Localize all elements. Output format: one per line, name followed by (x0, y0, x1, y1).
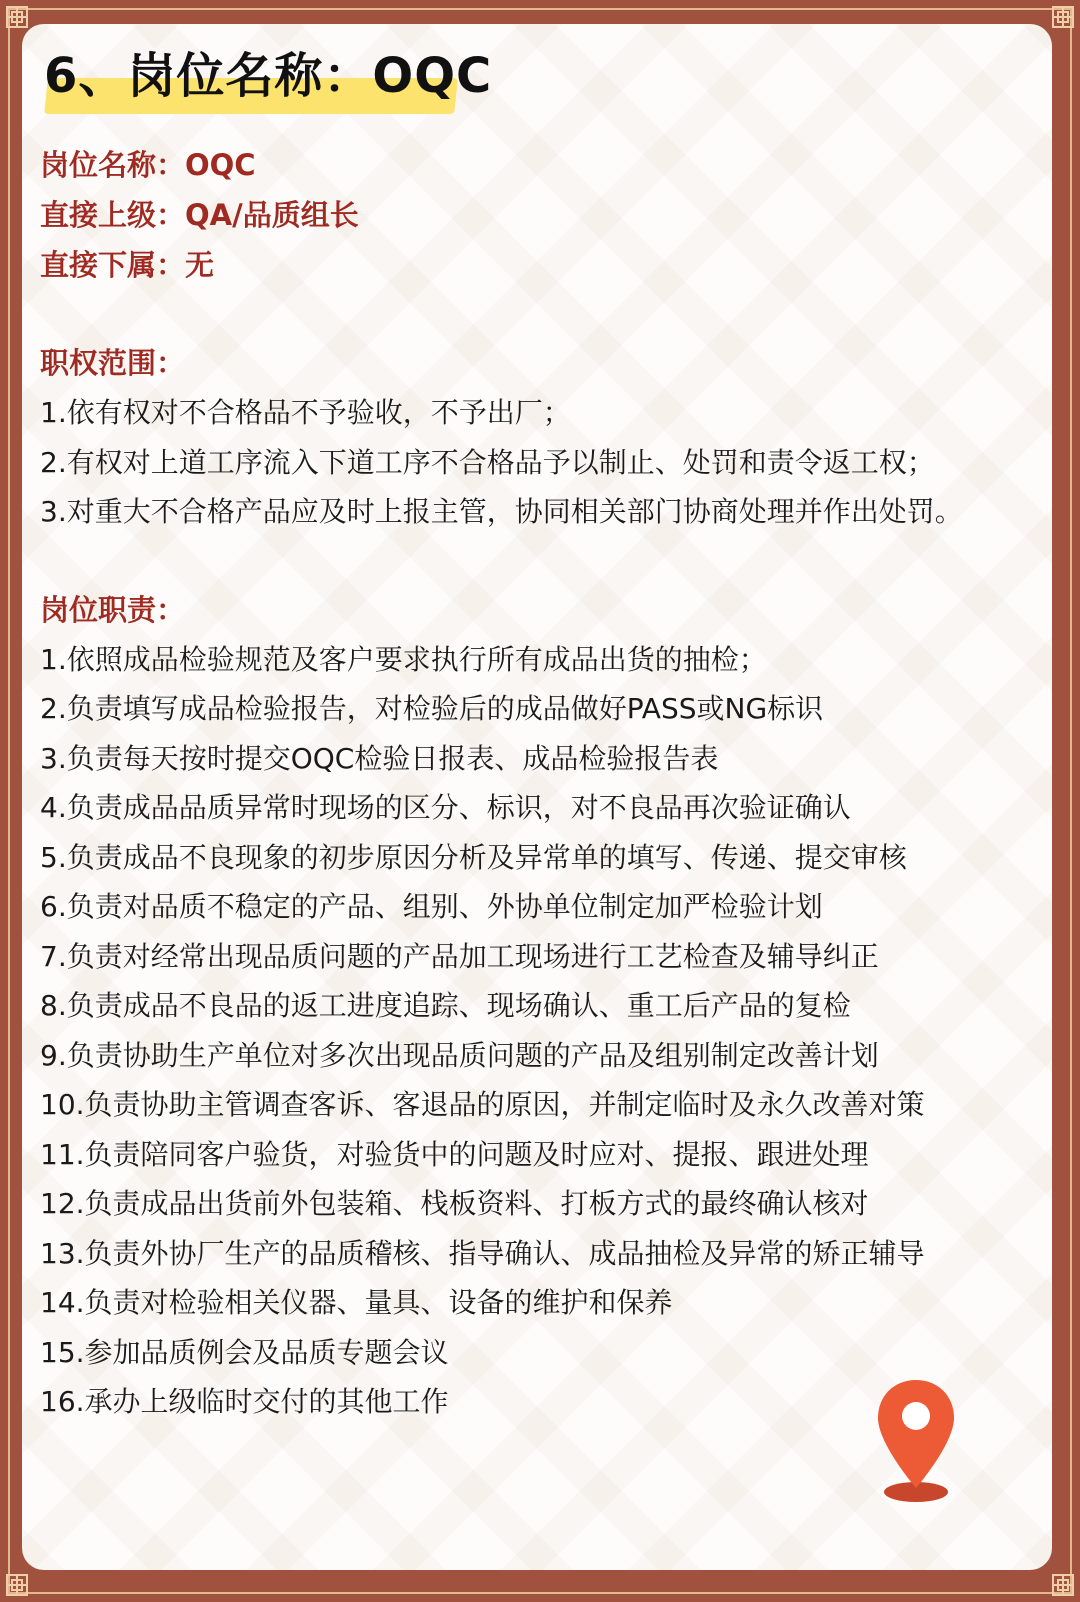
authority-item: 2.有权对上道工序流入下道工序不合格品予以制止、处罚和责令返工权； (40, 445, 935, 479)
duty-item: 11.负责陪同客户验货，对验货中的问题及时应对、提报、跟进处理 (40, 1137, 869, 1171)
duty-item: 4.负责成品品质异常时现场的区分、标识，对不良品再次验证确认 (40, 791, 851, 824)
duty-item: 8.负责成品不良品的返工进度追踪、现场确认、重工后产品的复检 (40, 989, 851, 1022)
duty-item: 6.负责对品质不稳定的产品、组别、外协单位制定加严检验计划 (40, 890, 823, 923)
duty-item: 2.负责填写成品检验报告，对检验后的成品做好PASS或NG标识 (40, 692, 824, 725)
corner-ornament-icon (1050, 1572, 1076, 1598)
job-description (40, 140, 1030, 1427)
corner-ornament-icon (4, 1572, 30, 1598)
duty-item: 16.承办上级临时交付的其他工作 (40, 1385, 449, 1418)
direct-superior: 直接上级：QA/品质组长 (40, 198, 359, 232)
duty-item: 3.负责每天按时提交OQC检验日报表、成品检验报告表 (40, 741, 719, 775)
duty-item: 10.负责协助主管调查客诉、客退品的原因，并制定临时及永久改善对策 (40, 1088, 925, 1121)
duty-item: 12.负责成品出货前外包装箱、栈板资料、打板方式的最终确认核对 (40, 1187, 869, 1220)
duty-item: 5.负责成品不良现象的初步原因分析及异常单的填写、传递、提交审核 (40, 840, 907, 874)
duty-item: 14.负责对检验相关仪器、量具、设备的维护和保养 (40, 1286, 673, 1319)
duty-item: 13.负责外协厂生产的品质稽核、指导确认、成品抽检及异常的矫正辅导 (40, 1236, 925, 1270)
title-block (44, 44, 492, 108)
duty-item: 15.参加品质例会及品质专题会议 (40, 1335, 449, 1369)
corner-ornament-icon (4, 4, 30, 30)
position-name: 岗位名称：OQC (40, 148, 256, 182)
corner-ornament-icon (1050, 4, 1076, 30)
location-pin-icon (876, 1376, 956, 1506)
authority-item: 1.依有权对不合格品不予验收，不予出厂； (40, 396, 571, 429)
authority-item: 3.对重大不合格产品应及时上报主管，协同相关部门协商处理并作出处罚。 (40, 495, 963, 528)
section-spacer (40, 537, 1030, 585)
content-card (22, 24, 1052, 1570)
section-spacer (40, 290, 1030, 338)
authority-heading: 职权范围： (40, 346, 186, 380)
page-title: 6、岗位名称：OQC (44, 48, 493, 104)
duties-heading: 岗位职责： (40, 592, 186, 627)
direct-subordinate: 直接下属：无 (40, 248, 215, 282)
duty-item: 7.负责对经常出现品质问题的产品加工现场进行工艺检查及辅导纠正 (40, 939, 879, 973)
duty-item: 9.负责协助生产单位对多次出现品质问题的产品及组别制定改善计划 (40, 1038, 879, 1072)
duty-item: 1.依照成品检验规范及客户要求执行所有成品出货的抽检； (40, 642, 767, 676)
